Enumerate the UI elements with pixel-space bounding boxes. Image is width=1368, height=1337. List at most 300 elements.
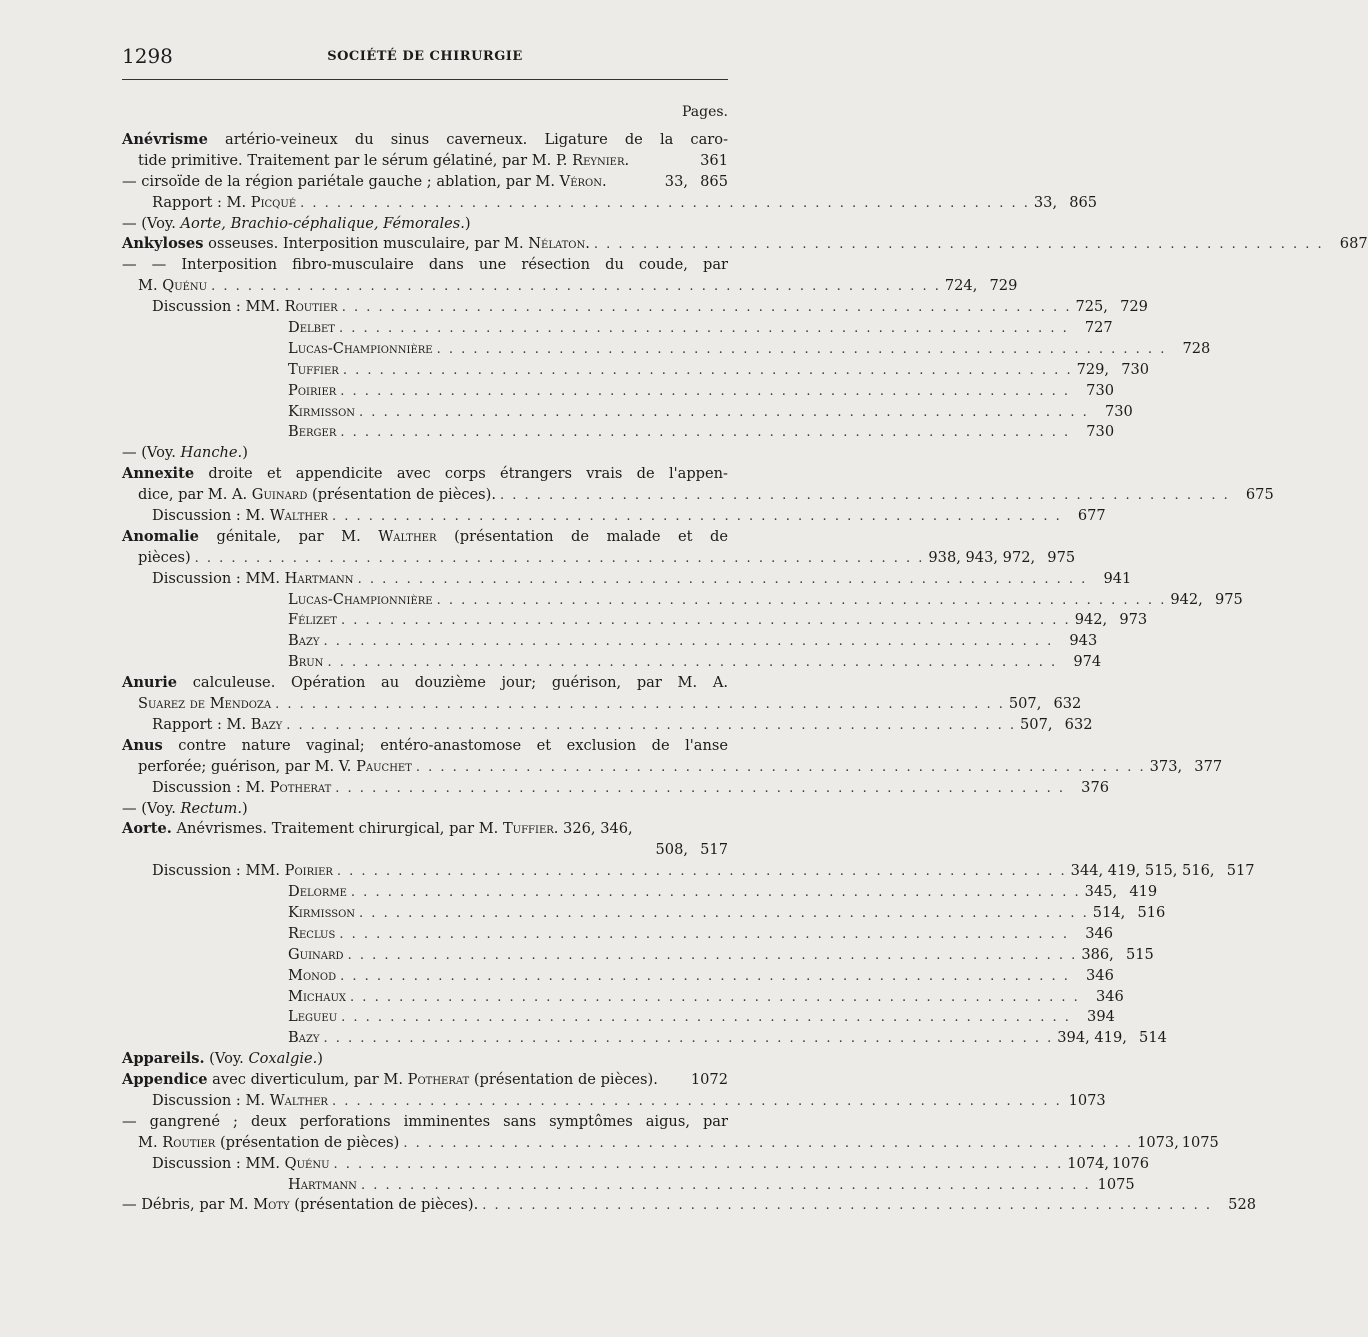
author-name: Guinard — [288, 945, 344, 963]
page-ref-final: 943 — [1069, 632, 1098, 650]
dot-leader: . . . . . . . . . . . . . . . . . . . . . . . . . . . . . . . . . . . . . . . . . . . . . . . . . . . . . . . . . . . . — [331, 1093, 1062, 1109]
page-ref-final: 677 — [1077, 507, 1106, 525]
index-line — [122, 819, 728, 840]
dot-leader: . . . . . . . . . . . . . . . . . . . . . . . . . . . . . . . . . . . . . . . . . . . . . . . . . . . . . . . . . . . . — [359, 905, 1089, 921]
author-name: Delorme — [288, 883, 347, 901]
author-name: Potherat — [269, 778, 332, 796]
entry-text — [122, 673, 728, 694]
entry-fragment: . 326, 346, — [553, 820, 633, 838]
entry-fragment: Discussion : M. — [152, 1091, 270, 1109]
entry-text — [288, 882, 347, 903]
entry-text — [122, 443, 248, 464]
author-name: Delbet — [288, 319, 335, 337]
entry-text — [152, 297, 338, 318]
page-ref-final: 632 — [1053, 695, 1082, 713]
entry-text — [122, 1195, 478, 1216]
entry-fragment: Discussion : MM. — [152, 862, 285, 880]
entry-text — [288, 402, 355, 423]
entry-fragment: Hanche. — [180, 444, 243, 462]
dot-leader: . . . . . . . . . . . . . . . . . . . . . . . . . . . . . . . . . . . . . . . . . . . . . . . . . . . . . . . . . . . . — [342, 362, 1073, 378]
entry-heading: Annexite — [122, 465, 195, 483]
entry-fragment: . — [601, 172, 607, 190]
page-refs: 507, — [1020, 715, 1053, 733]
entry-text — [288, 1175, 357, 1196]
index-line — [122, 193, 1098, 214]
dot-leader: . . . . . . . . . . . . . . . . . . . . . . . . . . . . . . . . . . . . . . . . . . . . . . . . . . . . . . . . . . . . — [338, 321, 1069, 337]
entry-text — [122, 799, 248, 820]
index-line — [122, 1049, 728, 1070]
page-refs: 507, — [1008, 695, 1042, 713]
dot-leader: . . . . . . . . . . . . . . . . . . . . . . . . . . . . . . . . . . . . . . . . . . . . . . . . . . . . . . . . . . . . — [415, 759, 1146, 775]
entry-text — [152, 1154, 330, 1175]
index-line — [122, 778, 1110, 799]
entry-text — [288, 924, 335, 945]
dot-leader: . . . . . . . . . . . . . . . . . . . . . . . . . . . . . . . . . . . . . . . . . . . . . . . . . . . . . . . . . . . . — [360, 1177, 1091, 1193]
index-line — [122, 652, 1102, 673]
page-ref-final: 973 — [1119, 611, 1148, 629]
index-line — [122, 715, 1093, 736]
index-line — [122, 276, 1018, 297]
page-ref-final: 377 — [1194, 757, 1223, 775]
entry-text — [122, 214, 471, 235]
author-name: Michaux — [288, 987, 347, 1005]
entry-fragment: artério-veineux du sinus caverneux. Ligature de la caro- — [207, 131, 728, 148]
index-line — [122, 506, 1106, 527]
page-ref-final: 1073 — [1068, 1091, 1106, 1109]
index-line — [122, 1007, 1115, 1028]
entry-text — [288, 590, 433, 611]
author-name: Pauchet — [356, 757, 412, 775]
entry-text — [288, 987, 346, 1008]
page-ref-final: 394 — [1087, 1008, 1115, 1026]
dot-leader: . . . . . . . . . . . . . . . . . . . . . . . . . . . . . . . . . . . . . . . . . . . . . . . . . . . . . . . . . . . . — [436, 341, 1167, 357]
author-name: Bazy — [288, 632, 320, 650]
entry-fragment: — (Voy. — [122, 214, 181, 232]
index-line — [122, 402, 1133, 423]
index-line — [122, 882, 1158, 903]
dot-leader: . . . . . . . . . . . . . . . . . . . . . . . . . . . . . . . . . . . . . . . . . . . . . . . . . . . . . . . . . . . . — [275, 697, 1005, 713]
entry-fragment: M. — [138, 277, 163, 295]
index-line — [122, 485, 1274, 506]
entry-fragment: osseuses. Interposition musculaire, par M. — [203, 235, 529, 253]
dot-leader: . . . . . . . . . . . . . . . . . . . . . . . . . . . . . . . . . . . . . . . . . . . . . . . . . . . . . . . . . . . . — [286, 717, 1017, 733]
entry-fragment: Discussion : MM. — [152, 298, 285, 316]
page-refs: 514, — [1092, 903, 1126, 921]
dot-leader: . . . . . . . . . . . . . . . . . . . . . . . . . . . . . . . . . . . . . . . . . . . . . . . . . . . . . . . . . . . . — [335, 780, 1066, 796]
entry-fragment: tide primitive. Traitement par le sérum gélatiné, par M. P. — [138, 151, 573, 169]
page-ref-final: 975 — [1047, 548, 1076, 566]
index-line — [122, 903, 1166, 924]
index-line — [122, 527, 728, 548]
entry-fragment: — — Interposition fibro-musculaire dans une résection du coude, par — [122, 256, 728, 274]
entry-fragment: pièces) — [138, 548, 191, 566]
index-line — [122, 360, 1150, 381]
author-name: Routier — [284, 298, 338, 316]
page-refs: 345, — [1084, 883, 1118, 901]
index-line — [122, 548, 1076, 569]
page-ref-final: 865 — [1069, 193, 1098, 211]
page-ref-final: 632 — [1064, 715, 1093, 733]
index-line — [122, 1070, 728, 1091]
page-ref-final: 528 — [1228, 1196, 1257, 1214]
page-refs: 942, — [1170, 590, 1203, 608]
entry-text — [122, 527, 728, 548]
entry-fragment: — gangrené ; deux perforations imminentes sans symptômes aigus, par — [122, 1112, 728, 1130]
author-name: Hartmann — [284, 569, 354, 587]
index-line — [122, 924, 1114, 945]
entry-text — [288, 631, 320, 652]
index-line — [122, 945, 1154, 966]
page-ref-final: 346 — [1095, 987, 1124, 1005]
entry-text — [138, 757, 412, 778]
page-ref-final: 517 — [700, 841, 728, 859]
entry-fragment: — Débris, par M. — [122, 1196, 254, 1214]
dot-leader: . . . . . . . . . . . . . . . . . . . . . . . . . . . . . . . . . . . . . . . . . . . . . . . . . . . . . . . . . . . . — [331, 509, 1062, 525]
index-line — [122, 422, 1115, 443]
index-line — [122, 987, 1124, 1008]
author-name: Picqué — [250, 193, 297, 211]
author-name: Potherat — [407, 1071, 470, 1089]
entry-heading: Anus — [122, 736, 163, 754]
index-line — [122, 799, 728, 820]
author-name: Legueu — [288, 1008, 338, 1026]
entry-fragment: Discussion : MM. — [152, 569, 285, 587]
dot-leader: . . . . . . . . . . . . . . . . . . . . . . . . . . . . . . . . . . . . . . . . . . . . . . . . . . . . . . . . . . . . — [500, 488, 1230, 504]
index-line — [122, 590, 1243, 611]
page-ref-final: 514 — [1139, 1029, 1167, 1047]
author-name: Véron — [559, 172, 602, 190]
entry-text — [122, 819, 633, 840]
entry-text — [288, 422, 336, 443]
entry-text — [138, 1133, 399, 1154]
author-name: Kirmisson — [288, 402, 356, 420]
page-ref-final: 975 — [1214, 590, 1243, 608]
author-name: Walther — [269, 507, 328, 525]
page-refs: 386, — [1081, 945, 1114, 963]
index-line — [122, 318, 1113, 339]
entry-text — [122, 130, 728, 151]
author-name: Quénu — [162, 277, 208, 295]
dot-leader: . . . . . . . . . . . . . . . . . . . . . . . . . . . . . . . . . . . . . . . . . . . . . . . . . . . . . . . . . . . . — [593, 237, 1324, 253]
index-line — [122, 1195, 1257, 1216]
entry-fragment: Anévrismes. Traitement chirurgical, par M. — [171, 820, 503, 838]
entry-fragment: (présentation de malade et de — [436, 527, 728, 545]
author-name: Berger — [288, 423, 337, 441]
index-line — [122, 130, 728, 151]
index-line — [122, 172, 728, 193]
author-name: Bazy — [250, 715, 283, 733]
dot-leader: . . . . . . . . . . . . . . . . . . . . . . . . . . . . . . . . . . . . . . . . . . . . . . . . . . . . . . . . . . . . — [194, 550, 925, 566]
index-line — [122, 214, 728, 235]
index-line — [122, 569, 1132, 590]
page-ref-final: 1075 — [1181, 1133, 1219, 1151]
entry-fragment: calculeuse. Opération au douzième jour; guérison, par M. A. — [177, 674, 728, 692]
author-name: Lucas-Championnière — [288, 339, 433, 357]
dot-leader: . . . . . . . . . . . . . . . . . . . . . . . . . . . . . . . . . . . . . . . . . . . . . . . . . . . . . . . . . . . . — [323, 1031, 1054, 1047]
author-name: Poirier — [288, 381, 337, 399]
page-refs: 508, — [655, 841, 688, 859]
entry-text — [152, 506, 328, 527]
page-ref-final: 1072 — [690, 1071, 728, 1089]
page-refs: 1073, — [1137, 1133, 1179, 1151]
page-ref-final: 974 — [1073, 653, 1102, 671]
entry-fragment: perforée; guérison, par M. V. — [138, 757, 357, 775]
dot-leader: . . . . . . . . . . . . . . . . . . . . . . . . . . . . . . . . . . . . . . . . . . . . . . . . . . . . . . . . . . . . — [323, 634, 1054, 650]
page-ref-final: 515 — [1125, 945, 1154, 963]
author-name: Reclus — [288, 924, 336, 942]
entry-text — [288, 652, 323, 673]
index-line — [122, 966, 1114, 987]
entry-heading: Anurie — [122, 674, 178, 692]
entry-text — [288, 966, 336, 987]
entry-text — [122, 172, 607, 193]
dot-leader: . . . . . . . . . . . . . . . . . . . . . . . . . . . . . . . . . . . . . . . . . . . . . . . . . . . . . . . . . . . . — [336, 864, 1067, 880]
page-ref-final: 730 — [1086, 381, 1115, 399]
page-ref-final: 516 — [1137, 903, 1166, 921]
author-name: Guinard — [251, 486, 308, 504]
page-ref-final: 675 — [1245, 486, 1274, 504]
entry-fragment: (présentation de pièces). — [289, 1196, 479, 1214]
entry-text — [122, 1070, 658, 1091]
page-refs: 394, 419, — [1057, 1029, 1127, 1047]
entry-fragment: (Voy. — [204, 1050, 249, 1068]
entry-fragment: Rectum. — [180, 799, 243, 817]
page-ref-final: 1076 — [1111, 1154, 1150, 1172]
entry-text — [288, 381, 336, 402]
author-name: Kirmisson — [288, 903, 356, 921]
index-line — [122, 1154, 1150, 1175]
page-refs: 724, — [944, 277, 978, 295]
dot-leader: . . . . . . . . . . . . . . . . . . . . . . . . . . . . . . . . . . . . . . . . . . . . . . . . . . . . . . . . . . . . — [340, 383, 1071, 399]
entry-fragment: Aorte, Brachio-céphalique, Fémorales. — [180, 214, 465, 232]
entry-fragment: M. — [138, 1133, 163, 1151]
entry-heading: Ankyloses — [122, 235, 204, 253]
entry-fragment: ) — [464, 214, 471, 232]
author-name: Bazy — [288, 1029, 320, 1047]
author-name: Moty — [253, 1196, 290, 1214]
entry-fragment: Discussion : MM. — [152, 1154, 285, 1172]
entry-text — [288, 1028, 320, 1049]
dot-leader: . . . . . . . . . . . . . . . . . . . . . . . . . . . . . . . . . . . . . . . . . . . . . . . . . . . . . . . . . . . . — [350, 989, 1080, 1005]
page-ref-final: 727 — [1084, 319, 1113, 337]
page-header — [122, 44, 728, 74]
entry-fragment: . — [585, 235, 590, 253]
author-name: Suarez de Mendoza — [138, 695, 272, 713]
entry-text — [122, 1049, 323, 1070]
author-name: Brun — [288, 653, 324, 671]
page-ref-final: 728 — [1182, 339, 1211, 357]
page-ref-final: 517 — [1226, 862, 1255, 880]
page-ref-final: 419 — [1129, 883, 1158, 901]
page-refs: 729, — [1076, 360, 1110, 378]
entry-text — [122, 736, 728, 757]
entry-text — [288, 318, 335, 339]
page-refs: 373, — [1149, 757, 1183, 775]
running-title: SOCIÉTÉ DE CHIRURGIE — [327, 49, 523, 64]
entry-text — [288, 1007, 337, 1028]
page-ref-final: 730 — [1121, 360, 1150, 378]
entry-text — [138, 694, 271, 715]
dot-leader: . . . . . . . . . . . . . . . . . . . . . . . . . . . . . . . . . . . . . . . . . . . . . . . . . . . . . . . . . . . . — [341, 1010, 1071, 1026]
dot-leader: . . . . . . . . . . . . . . . . . . . . . . . . . . . . . . . . . . . . . . . . . . . . . . . . . . . . . . . . . . . . — [300, 195, 1030, 211]
entry-text — [138, 548, 191, 569]
author-name: Nélaton — [528, 235, 586, 253]
dot-leader: . . . . . . . . . . . . . . . . . . . . . . . . . . . . . . . . . . . . . . . . . . . . . . . . . . . . . . . . . . . . — [359, 404, 1089, 420]
index-line — [122, 840, 728, 861]
entry-fragment: Discussion : M. — [152, 507, 270, 525]
entry-fragment: Discussion : M. — [152, 778, 270, 796]
entry-text — [122, 464, 728, 485]
entry-text — [122, 1112, 728, 1133]
index-line — [122, 464, 728, 485]
entry-heading: Anomalie — [122, 527, 199, 545]
entry-fragment: dice, par M. A. — [138, 486, 252, 504]
entry-fragment: (présentation de pièces). — [307, 486, 496, 504]
dot-leader: . . . . . . . . . . . . . . . . . . . . . . . . . . . . . . . . . . . . . . . . . . . . . . . . . . . . . . . . . . . . — [211, 279, 941, 295]
page-number: 1298 — [122, 44, 173, 68]
entry-text — [152, 715, 282, 736]
index-line — [122, 673, 728, 694]
index-line — [122, 1175, 1135, 1196]
entry-fragment: (présentation de pièces). — [469, 1071, 658, 1089]
entry-text — [288, 945, 344, 966]
dot-leader: . . . . . . . . . . . . . . . . . . . . . . . . . . . . . . . . . . . . . . . . . . . . . . . . . . . . . . . . . . . . — [333, 1156, 1064, 1172]
dot-leader: . . . . . . . . . . . . . . . . . . . . . . . . . . . . . . . . . . . . . . . . . . . . . . . . . . . . . . . . . . . . — [340, 968, 1070, 984]
page-ref-final: 729 — [1120, 298, 1148, 316]
page-refs: 942, — [1074, 611, 1108, 629]
page-ref-final: 687 — [1339, 235, 1368, 253]
entry-fragment: ) — [317, 1050, 323, 1068]
entry-fragment: (présentation de pièces) — [215, 1133, 400, 1151]
entry-fragment: ) — [242, 799, 248, 817]
author-name: Reynier — [572, 151, 625, 169]
index-line — [122, 1091, 1106, 1112]
index-line — [122, 610, 1148, 631]
page-refs: 725, — [1075, 298, 1108, 316]
entry-heading: Appareils. — [122, 1050, 205, 1068]
author-name: Walther — [269, 1091, 328, 1109]
dot-leader: . . . . . . . . . . . . . . . . . . . . . . . . . . . . . . . . . . . . . . . . . . . . . . . . . . . . . . . . . . . . — [340, 613, 1071, 629]
index-entries — [122, 130, 1368, 1216]
author-name: Lucas-Championnière — [288, 590, 433, 608]
author-name: Monod — [288, 966, 337, 984]
page-refs: 33, — [1033, 193, 1058, 211]
dot-leader: . . . . . . . . . . . . . . . . . . . . . . . . . . . . . . . . . . . . . . . . . . . . . . . . . . . . . . . . . . . . — [350, 885, 1081, 901]
entry-fragment: ) — [242, 444, 248, 462]
page-refs: 938, 943, 972, — [928, 548, 1036, 566]
index-line — [122, 1133, 1219, 1154]
index-line — [122, 861, 1255, 882]
entry-fragment: Coxalgie. — [248, 1050, 318, 1068]
index-line — [122, 1112, 728, 1133]
index-line — [122, 381, 1115, 402]
entry-fragment: droite et appendicite avec corps étrangers vrais de l'appen- — [194, 465, 728, 483]
author-name: Félizet — [288, 611, 337, 629]
dot-leader: . . . . . . . . . . . . . . . . . . . . . . . . . . . . . . . . . . . . . . . . . . . . . . . . . . . . . . . . . . . . — [436, 592, 1167, 608]
index-line — [122, 339, 1211, 360]
entry-text — [152, 778, 331, 799]
dot-leader: . . . . . . . . . . . . . . . . . . . . . . . . . . . . . . . . . . . . . . . . . . . . . . . . . . . . . . . . . . . . — [327, 655, 1058, 671]
entry-text — [152, 193, 296, 214]
author-name: Hartmann — [288, 1175, 357, 1193]
dot-leader: . . . . . . . . . . . . . . . . . . . . . . . . . . . . . . . . . . . . . . . . . . . . . . . . . . . . . . . . . . . . — [403, 1135, 1134, 1151]
index-line — [122, 1028, 1167, 1049]
entry-text — [288, 610, 337, 631]
author-name: Tuffier — [502, 820, 554, 838]
pages-column-label: Pages. — [681, 104, 728, 120]
page-ref-final: 1075 — [1097, 1175, 1135, 1193]
entry-text — [152, 569, 354, 590]
index-line — [122, 443, 728, 464]
entry-text — [288, 360, 339, 381]
entry-text — [152, 861, 333, 882]
dot-leader: . . . . . . . . . . . . . . . . . . . . . . . . . . . . . . . . . . . . . . . . . . . . . . . . . . . . . . . . . . . . — [357, 571, 1088, 587]
page-refs: 1074, — [1067, 1154, 1110, 1172]
entry-text — [288, 903, 355, 924]
entry-fragment: génitale, par M. — [198, 527, 379, 545]
page-ref-final: 346 — [1085, 924, 1114, 942]
entry-text — [138, 485, 496, 506]
author-name: Quénu — [284, 1154, 330, 1172]
header-rule — [122, 79, 728, 80]
index-line — [122, 234, 1368, 255]
page-ref-final: 376 — [1081, 778, 1110, 796]
page-ref-final: 729 — [989, 277, 1018, 295]
entry-text — [138, 151, 629, 172]
index-line — [122, 631, 1098, 652]
dot-leader: . . . . . . . . . . . . . . . . . . . . . . . . . . . . . . . . . . . . . . . . . . . . . . . . . . . . . . . . . . . . — [347, 947, 1078, 963]
entry-text — [152, 1091, 328, 1112]
index-line — [122, 757, 1223, 778]
page-ref-final: 941 — [1103, 569, 1132, 587]
entry-heading: Aorte. — [122, 820, 172, 838]
page-refs: 33, — [664, 172, 688, 190]
index-line — [122, 736, 728, 757]
entry-fragment: — cirsoïde de la région pariétale gauche ; ablation, par M. — [122, 172, 560, 190]
page-ref-final: 730 — [1086, 423, 1115, 441]
page-ref-final: 346 — [1086, 966, 1114, 984]
index-line — [122, 255, 728, 276]
entry-fragment: Rapport : M. — [152, 715, 251, 733]
entry-fragment: avec diverticulum, par M. — [207, 1071, 408, 1089]
entry-fragment: Rapport : M. — [152, 193, 251, 211]
entry-text — [122, 255, 728, 276]
index-line — [122, 297, 1148, 318]
author-name: Poirier — [284, 862, 333, 880]
index-line — [122, 151, 728, 172]
entry-heading: Anévrisme — [122, 131, 208, 148]
author-name: Routier — [162, 1133, 216, 1151]
page-ref-final: 361 — [700, 151, 728, 169]
entry-heading: Appendice — [122, 1071, 208, 1089]
dot-leader: . . . . . . . . . . . . . . . . . . . . . . . . . . . . . . . . . . . . . . . . . . . . . . . . . . . . . . . . . . . . — [340, 425, 1071, 441]
page-refs: 344, 419, 515, 516, — [1070, 862, 1215, 880]
page-ref-final: 730 — [1104, 402, 1133, 420]
entry-fragment: . — [624, 151, 630, 169]
dot-leader: . . . . . . . . . . . . . . . . . . . . . . . . . . . . . . . . . . . . . . . . . . . . . . . . . . . . . . . . . . . . — [482, 1198, 1213, 1214]
page-ref-final: 865 — [700, 172, 728, 190]
author-name: Tuffier — [288, 360, 339, 378]
author-name: Walther — [378, 527, 437, 545]
entry-fragment: — (Voy. — [122, 444, 181, 462]
dot-leader: . . . . . . . . . . . . . . . . . . . . . . . . . . . . . . . . . . . . . . . . . . . . . . . . . . . . . . . . . . . . — [339, 926, 1070, 942]
entry-fragment: contre nature vaginal; entéro-anastomose et exclusion de l'anse — [162, 736, 728, 754]
dot-leader: . . . . . . . . . . . . . . . . . . . . . . . . . . . . . . . . . . . . . . . . . . . . . . . . . . . . . . . . . . . . — [341, 300, 1072, 316]
entry-text — [288, 339, 433, 360]
entry-text — [122, 234, 590, 255]
entry-fragment: — (Voy. — [122, 799, 181, 817]
entry-text — [138, 276, 207, 297]
